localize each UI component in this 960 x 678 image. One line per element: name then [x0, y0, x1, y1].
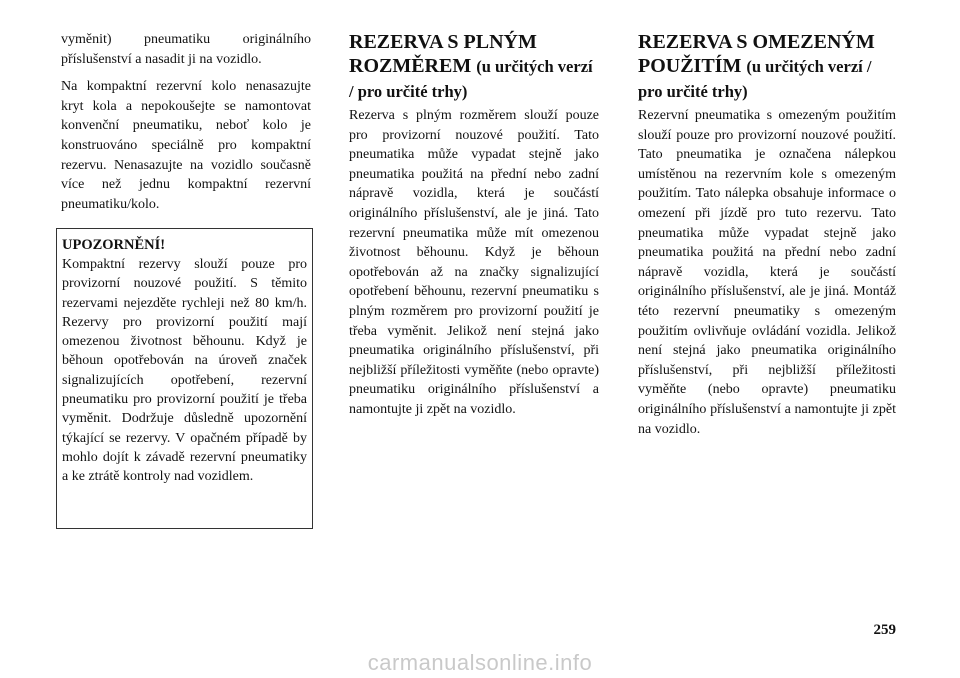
heading-limited-use-spare-main: REZERVA S OMEZENÝM POUŽITÍM [638, 31, 875, 77]
column-right [638, 30, 896, 439]
heading-full-size-spare-sub: (u určitých verzí / pro určité trhy) [349, 57, 593, 101]
page-number: 259 [873, 622, 896, 638]
watermark: carmanualsonline.info [367, 650, 593, 675]
warning-body: Kompaktní rezervy slouží pouze pro provizorní nouzové použití. S těmito rezervami nejezděte rychleji než 80 km/h. Rezervy pro provizorní použití mají omezenou životnost běhounu. Když je běhoun opotřebován na úroveň značek signalizujících opotřebení, rezervní pneumatiku pro provizorní použití je třeba vyměnit. Dodržuje důsledně upozornění týkající se rezervy. V opačném případě by mohlo dojít k závadě rezervní pneumatiky a ke ztrátě kontroly nad vozidlem. [62, 257, 307, 485]
column-left [61, 30, 311, 214]
limited-use-spare-body: Rezervní pneumatika s omezeným použitím slouží pouze pro provizorní nouzové použití. Tato pneumatika je označena nálepkou umístěnou na rezervním kole s omezeným použitím. Tato nálepka obsahuje informace o omezení při jízdě pro tuto rezervu. Tato pneumatika může vypadat stejně jako pneumatika použitá na přední nebo zadní nápravě vozidla, která je součástí originálního příslušenství, ale je jiná. Montáž této rezervní pneumatiky s omezeným použitím ovlivňuje ovládání vozidla. Jelikož není stejná jako pneumatika originálního příslušenství, při nejbližší příležitosti vyměňte (nebo opravte) pneumatiku originálního příslušenství a namontujte ji zpět na vozidlo. [638, 108, 896, 437]
warning-box [56, 228, 313, 529]
paragraph-compact-spare: Na kompaktní rezervní kolo nenasazujte kryt kola a nepokoušejte se namontovat konvenční pneumatiku, neboť kolo je konstruováno speciálně pro kompaktní rezervu. Nenasazujte na vozidlo současně více než jednu kompaktní rezervní pneumatiku/kolo. [61, 79, 311, 212]
warning-title: UPOZORNĚNÍ! [62, 237, 166, 253]
paragraph-continued: vyměnit) pneumatiku originálního příslušenství a nasadit ji na vozidlo. [61, 32, 311, 67]
heading-full-size-spare [349, 30, 599, 104]
full-size-spare-body: Rezerva s plným rozměrem slouží pouze pro provizorní nouzové použití. Tato pneumatika může vypadat stejně jako pneumatika použitá na přední nebo zadní nápravě vozidla, která je součástí originálního příslušenství, ale je jiná. Tato rezervní pneumatika může mít omezenou životnost běhounu. Když je běhoun opotřebován až na značky signalizující opotřebení běhounu, rezervní pneumatiku s plným rozměrem pro provizorní použití je třeba vyměnit. Jelikož není stejná jako pneumatika originálního příslušenství, při nejbližší příležitosti vyměňte (nebo opravte) pneumatiku originálního příslušenství a namontujte ji zpět na vozidlo. [349, 108, 599, 417]
heading-full-size-spare-main: REZERVA S PLNÝM ROZMĚREM [349, 31, 537, 77]
heading-limited-use-spare [638, 30, 896, 104]
heading-limited-use-spare-sub: (u určitých verzí / pro určité trhy) [638, 57, 872, 101]
column-middle [349, 30, 599, 420]
